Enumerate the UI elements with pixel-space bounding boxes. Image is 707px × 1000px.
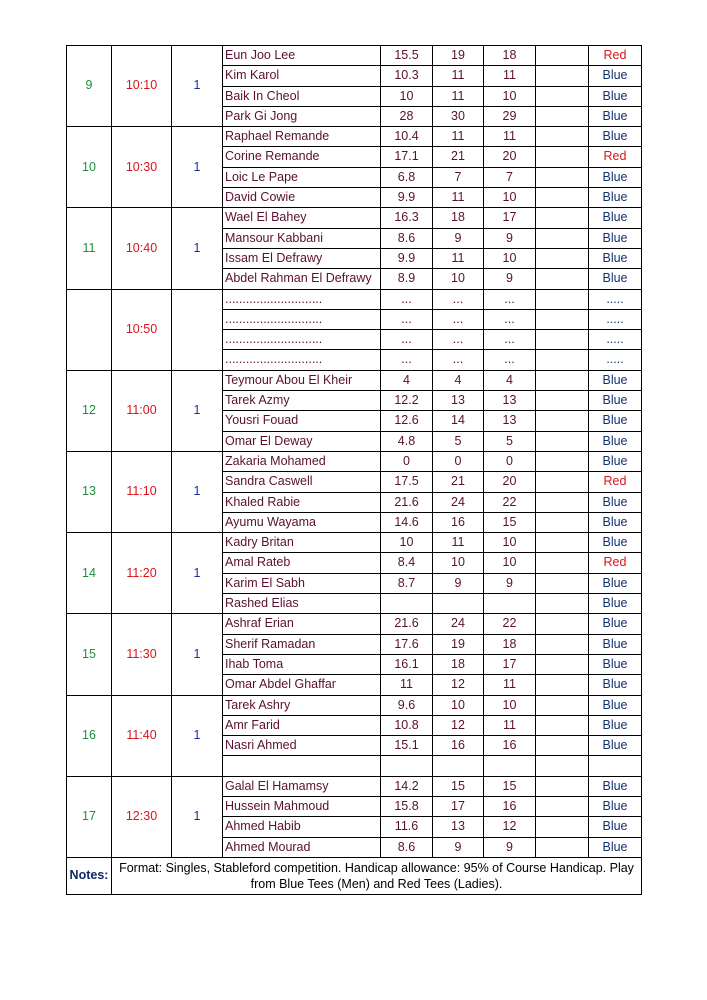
- player-name-cell: Omar Abdel Ghaffar: [223, 675, 381, 695]
- tee-color-cell: .....: [589, 330, 642, 350]
- player-name-cell: ............................: [223, 289, 381, 309]
- tee-color-cell: Red: [589, 147, 642, 167]
- player-name-cell: Kim Karol: [223, 66, 381, 86]
- playing-handicap-cell: [484, 756, 536, 776]
- player-name-cell: Raphael Remande: [223, 127, 381, 147]
- course-handicap-cell: 24: [433, 614, 484, 634]
- tee-color-cell: Blue: [589, 208, 642, 228]
- handicap-index-cell: [381, 594, 433, 614]
- course-handicap-cell: 15: [433, 776, 484, 796]
- blank-cell: [536, 269, 589, 289]
- playing-handicap-cell: 13: [484, 411, 536, 431]
- blank-cell: [536, 675, 589, 695]
- playing-handicap-cell: 15: [484, 776, 536, 796]
- course-handicap-cell: 24: [433, 492, 484, 512]
- player-name-cell: Amr Farid: [223, 715, 381, 735]
- blank-cell: [536, 451, 589, 471]
- playing-handicap-cell: 11: [484, 127, 536, 147]
- player-name-cell: Omar El Deway: [223, 431, 381, 451]
- playing-handicap-cell: 10: [484, 533, 536, 553]
- handicap-index-cell: 8.9: [381, 269, 433, 289]
- blank-cell: [536, 248, 589, 268]
- blank-cell: [536, 46, 589, 66]
- playing-handicap-cell: ...: [484, 289, 536, 309]
- handicap-index-cell: 16.3: [381, 208, 433, 228]
- group-number-cell: 14: [67, 533, 112, 614]
- playing-handicap-cell: 22: [484, 492, 536, 512]
- tee-color-cell: Blue: [589, 248, 642, 268]
- course-handicap-cell: 10: [433, 695, 484, 715]
- handicap-index-cell: 15.8: [381, 796, 433, 816]
- player-name-cell: Wael El Bahey: [223, 208, 381, 228]
- tee-sheet-body: [67, 46, 642, 858]
- blank-cell: [536, 289, 589, 309]
- course-handicap-cell: 19: [433, 634, 484, 654]
- playing-handicap-cell: 9: [484, 573, 536, 593]
- blank-cell: [536, 147, 589, 167]
- player-name-cell: Hussein Mahmoud: [223, 796, 381, 816]
- slot-cell: 1: [172, 127, 223, 208]
- blank-cell: [536, 512, 589, 532]
- playing-handicap-cell: 17: [484, 654, 536, 674]
- course-handicap-cell: 14: [433, 411, 484, 431]
- tee-color-cell: Blue: [589, 594, 642, 614]
- player-name-cell: Park Gi Jong: [223, 106, 381, 126]
- course-handicap-cell: 16: [433, 736, 484, 756]
- blank-cell: [536, 350, 589, 370]
- tee-color-cell: Blue: [589, 127, 642, 147]
- playing-handicap-cell: 4: [484, 370, 536, 390]
- handicap-index-cell: 17.5: [381, 472, 433, 492]
- slot-cell: [172, 289, 223, 370]
- playing-handicap-cell: [484, 594, 536, 614]
- playing-handicap-cell: 9: [484, 228, 536, 248]
- player-name-cell: Rashed Elias: [223, 594, 381, 614]
- handicap-index-cell: 16.1: [381, 654, 433, 674]
- course-handicap-cell: 21: [433, 147, 484, 167]
- course-handicap-cell: 13: [433, 391, 484, 411]
- tee-color-cell: Blue: [589, 391, 642, 411]
- handicap-index-cell: 28: [381, 106, 433, 126]
- playing-handicap-cell: 10: [484, 86, 536, 106]
- tee-color-cell: Blue: [589, 817, 642, 837]
- blank-cell: [536, 370, 589, 390]
- handicap-index-cell: 12.2: [381, 391, 433, 411]
- course-handicap-cell: 4: [433, 370, 484, 390]
- course-handicap-cell: ...: [433, 350, 484, 370]
- tee-color-cell: Blue: [589, 228, 642, 248]
- playing-handicap-cell: 18: [484, 46, 536, 66]
- course-handicap-cell: 12: [433, 715, 484, 735]
- course-handicap-cell: 16: [433, 512, 484, 532]
- tee-color-cell: .....: [589, 350, 642, 370]
- playing-handicap-cell: 10: [484, 188, 536, 208]
- player-row: [67, 533, 642, 553]
- handicap-index-cell: 17.1: [381, 147, 433, 167]
- tee-color-cell: Blue: [589, 167, 642, 187]
- course-handicap-cell: ...: [433, 330, 484, 350]
- course-handicap-cell: 10: [433, 553, 484, 573]
- course-handicap-cell: 10: [433, 269, 484, 289]
- player-name-cell: Nasri Ahmed: [223, 736, 381, 756]
- playing-handicap-cell: 29: [484, 106, 536, 126]
- playing-handicap-cell: 12: [484, 817, 536, 837]
- player-name-cell: Tarek Ashry: [223, 695, 381, 715]
- player-name-cell: Ahmed Habib: [223, 817, 381, 837]
- handicap-index-cell: 11: [381, 675, 433, 695]
- tee-color-cell: Blue: [589, 86, 642, 106]
- handicap-index-cell: 4.8: [381, 431, 433, 451]
- group-number-cell: 16: [67, 695, 112, 776]
- playing-handicap-cell: 11: [484, 675, 536, 695]
- playing-handicap-cell: 10: [484, 695, 536, 715]
- course-handicap-cell: 5: [433, 431, 484, 451]
- blank-cell: [536, 208, 589, 228]
- handicap-index-cell: 8.4: [381, 553, 433, 573]
- player-name-cell: David Cowie: [223, 188, 381, 208]
- player-name-cell: ............................: [223, 309, 381, 329]
- tee-time-cell: 11:30: [112, 614, 172, 695]
- handicap-index-cell: 11.6: [381, 817, 433, 837]
- tee-time-cell: 11:00: [112, 370, 172, 451]
- handicap-index-cell: 8.6: [381, 837, 433, 857]
- tee-sheet-table: [66, 45, 642, 895]
- player-name-cell: Eun Joo Lee: [223, 46, 381, 66]
- handicap-index-cell: ...: [381, 289, 433, 309]
- handicap-index-cell: 10: [381, 86, 433, 106]
- tee-color-cell: Blue: [589, 533, 642, 553]
- tee-color-cell: Blue: [589, 695, 642, 715]
- player-name-cell: ............................: [223, 330, 381, 350]
- blank-cell: [536, 756, 589, 776]
- handicap-index-cell: 8.7: [381, 573, 433, 593]
- group-number-cell: [67, 289, 112, 370]
- player-row: [67, 451, 642, 471]
- course-handicap-cell: 17: [433, 796, 484, 816]
- playing-handicap-cell: 13: [484, 391, 536, 411]
- handicap-index-cell: 6.8: [381, 167, 433, 187]
- handicap-index-cell: 21.6: [381, 492, 433, 512]
- slot-cell: 1: [172, 208, 223, 289]
- player-name-cell: Sherif Ramadan: [223, 634, 381, 654]
- player-row: [67, 695, 642, 715]
- tee-color-cell: Blue: [589, 106, 642, 126]
- notes-row: [67, 857, 642, 894]
- player-name-cell: Zakaria Mohamed: [223, 451, 381, 471]
- handicap-index-cell: ...: [381, 309, 433, 329]
- blank-cell: [536, 86, 589, 106]
- tee-color-cell: Blue: [589, 715, 642, 735]
- player-name-cell: Loic Le Pape: [223, 167, 381, 187]
- course-handicap-cell: 18: [433, 654, 484, 674]
- handicap-index-cell: 21.6: [381, 614, 433, 634]
- handicap-index-cell: 8.6: [381, 228, 433, 248]
- playing-handicap-cell: 16: [484, 796, 536, 816]
- blank-cell: [536, 594, 589, 614]
- tee-color-cell: Red: [589, 553, 642, 573]
- blank-cell: [536, 695, 589, 715]
- playing-handicap-cell: 7: [484, 167, 536, 187]
- player-name-cell: Yousri Fouad: [223, 411, 381, 431]
- course-handicap-cell: 19: [433, 46, 484, 66]
- course-handicap-cell: 0: [433, 451, 484, 471]
- player-name-cell: Ihab Toma: [223, 654, 381, 674]
- tee-color-cell: [589, 756, 642, 776]
- player-name-cell: Abdel Rahman El Defrawy: [223, 269, 381, 289]
- blank-cell: [536, 106, 589, 126]
- playing-handicap-cell: 17: [484, 208, 536, 228]
- handicap-index-cell: 15.5: [381, 46, 433, 66]
- tee-color-cell: Blue: [589, 188, 642, 208]
- blank-cell: [536, 654, 589, 674]
- playing-handicap-cell: 20: [484, 147, 536, 167]
- handicap-index-cell: 14.6: [381, 512, 433, 532]
- player-name-cell: Galal El Hamamsy: [223, 776, 381, 796]
- notes-label: Notes:: [67, 857, 112, 894]
- tee-time-cell: 11:10: [112, 451, 172, 532]
- playing-handicap-cell: 10: [484, 248, 536, 268]
- group-number-cell: 13: [67, 451, 112, 532]
- playing-handicap-cell: 5: [484, 431, 536, 451]
- tee-color-cell: Blue: [589, 614, 642, 634]
- slot-cell: 1: [172, 695, 223, 776]
- slot-cell: 1: [172, 451, 223, 532]
- course-handicap-cell: 18: [433, 208, 484, 228]
- playing-handicap-cell: 16: [484, 736, 536, 756]
- playing-handicap-cell: 11: [484, 715, 536, 735]
- player-row: [67, 127, 642, 147]
- player-name-cell: ............................: [223, 350, 381, 370]
- slot-cell: 1: [172, 776, 223, 857]
- handicap-index-cell: 10.4: [381, 127, 433, 147]
- handicap-index-cell: 14.2: [381, 776, 433, 796]
- handicap-index-cell: 9.9: [381, 248, 433, 268]
- slot-cell: 1: [172, 370, 223, 451]
- handicap-index-cell: ...: [381, 350, 433, 370]
- course-handicap-cell: 11: [433, 127, 484, 147]
- blank-cell: [536, 330, 589, 350]
- course-handicap-cell: 21: [433, 472, 484, 492]
- handicap-index-cell: 17.6: [381, 634, 433, 654]
- course-handicap-cell: ...: [433, 309, 484, 329]
- blank-cell: [536, 634, 589, 654]
- player-name-cell: Issam El Defrawy: [223, 248, 381, 268]
- player-name-cell: Karim El Sabh: [223, 573, 381, 593]
- blank-cell: [536, 411, 589, 431]
- tee-time-cell: 10:10: [112, 46, 172, 127]
- handicap-index-cell: 4: [381, 370, 433, 390]
- tee-color-cell: Blue: [589, 269, 642, 289]
- tee-color-cell: .....: [589, 309, 642, 329]
- player-row: [67, 289, 642, 309]
- blank-cell: [536, 66, 589, 86]
- player-name-cell: Ayumu Wayama: [223, 512, 381, 532]
- blank-cell: [536, 553, 589, 573]
- handicap-index-cell: [381, 756, 433, 776]
- tee-color-cell: Blue: [589, 370, 642, 390]
- player-row: [67, 776, 642, 796]
- tee-color-cell: Red: [589, 472, 642, 492]
- group-number-cell: 10: [67, 127, 112, 208]
- player-name-cell: Ahmed Mourad: [223, 837, 381, 857]
- tee-color-cell: Blue: [589, 66, 642, 86]
- blank-cell: [536, 228, 589, 248]
- playing-handicap-cell: ...: [484, 330, 536, 350]
- course-handicap-cell: 11: [433, 188, 484, 208]
- player-name-cell: [223, 756, 381, 776]
- blank-cell: [536, 391, 589, 411]
- playing-handicap-cell: 18: [484, 634, 536, 654]
- course-handicap-cell: 11: [433, 66, 484, 86]
- course-handicap-cell: ...: [433, 289, 484, 309]
- course-handicap-cell: 11: [433, 86, 484, 106]
- playing-handicap-cell: 20: [484, 472, 536, 492]
- tee-color-cell: Blue: [589, 411, 642, 431]
- course-handicap-cell: 13: [433, 817, 484, 837]
- tee-color-cell: Blue: [589, 796, 642, 816]
- blank-cell: [536, 796, 589, 816]
- tee-color-cell: Blue: [589, 451, 642, 471]
- tee-color-cell: Red: [589, 46, 642, 66]
- tee-time-cell: 11:40: [112, 695, 172, 776]
- player-name-cell: Kadry Britan: [223, 533, 381, 553]
- player-name-cell: Teymour Abou El Kheir: [223, 370, 381, 390]
- tee-color-cell: Blue: [589, 492, 642, 512]
- handicap-index-cell: 9.6: [381, 695, 433, 715]
- blank-cell: [536, 715, 589, 735]
- course-handicap-cell: [433, 594, 484, 614]
- blank-cell: [536, 309, 589, 329]
- tee-color-cell: .....: [589, 289, 642, 309]
- tee-time-cell: 10:50: [112, 289, 172, 370]
- blank-cell: [536, 127, 589, 147]
- tee-time-cell: 10:30: [112, 127, 172, 208]
- tee-color-cell: Blue: [589, 431, 642, 451]
- tee-color-cell: Blue: [589, 634, 642, 654]
- player-name-cell: Tarek Azmy: [223, 391, 381, 411]
- tee-time-cell: 11:20: [112, 533, 172, 614]
- tee-time-cell: 12:30: [112, 776, 172, 857]
- group-number-cell: 12: [67, 370, 112, 451]
- course-handicap-cell: 9: [433, 837, 484, 857]
- tee-color-cell: Blue: [589, 654, 642, 674]
- tee-color-cell: Blue: [589, 776, 642, 796]
- handicap-index-cell: 10.8: [381, 715, 433, 735]
- playing-handicap-cell: 10: [484, 553, 536, 573]
- player-row: [67, 46, 642, 66]
- course-handicap-cell: 9: [433, 573, 484, 593]
- playing-handicap-cell: 15: [484, 512, 536, 532]
- playing-handicap-cell: 11: [484, 66, 536, 86]
- notes-text: Format: Singles, Stableford competition. Handicap allowance: 95% of Course Handicap. Play from Blue Tees (Men) and Red Tees (Ladies).: [112, 857, 642, 894]
- blank-cell: [536, 533, 589, 553]
- blank-cell: [536, 817, 589, 837]
- course-handicap-cell: 11: [433, 248, 484, 268]
- handicap-index-cell: 10: [381, 533, 433, 553]
- tee-color-cell: Blue: [589, 675, 642, 695]
- handicap-index-cell: 15.1: [381, 736, 433, 756]
- handicap-index-cell: 9.9: [381, 188, 433, 208]
- handicap-index-cell: 12.6: [381, 411, 433, 431]
- handicap-index-cell: 0: [381, 451, 433, 471]
- tee-color-cell: Blue: [589, 573, 642, 593]
- course-handicap-cell: [433, 756, 484, 776]
- playing-handicap-cell: ...: [484, 309, 536, 329]
- blank-cell: [536, 492, 589, 512]
- course-handicap-cell: 11: [433, 533, 484, 553]
- blank-cell: [536, 188, 589, 208]
- slot-cell: 1: [172, 46, 223, 127]
- slot-cell: 1: [172, 533, 223, 614]
- playing-handicap-cell: 9: [484, 837, 536, 857]
- course-handicap-cell: 30: [433, 106, 484, 126]
- group-number-cell: 11: [67, 208, 112, 289]
- player-row: [67, 614, 642, 634]
- tee-color-cell: Blue: [589, 736, 642, 756]
- handicap-index-cell: 10.3: [381, 66, 433, 86]
- player-name-cell: Ashraf Erian: [223, 614, 381, 634]
- blank-cell: [536, 472, 589, 492]
- player-row: [67, 370, 642, 390]
- playing-handicap-cell: 9: [484, 269, 536, 289]
- blank-cell: [536, 431, 589, 451]
- player-name-cell: Sandra Caswell: [223, 472, 381, 492]
- group-number-cell: 15: [67, 614, 112, 695]
- blank-cell: [536, 776, 589, 796]
- player-row: [67, 208, 642, 228]
- player-name-cell: Mansour Kabbani: [223, 228, 381, 248]
- blank-cell: [536, 167, 589, 187]
- slot-cell: 1: [172, 614, 223, 695]
- handicap-index-cell: ...: [381, 330, 433, 350]
- notes-section: [67, 857, 642, 894]
- player-name-cell: Amal Rateb: [223, 553, 381, 573]
- course-handicap-cell: 7: [433, 167, 484, 187]
- blank-cell: [536, 573, 589, 593]
- player-name-cell: Khaled Rabie: [223, 492, 381, 512]
- course-handicap-cell: 12: [433, 675, 484, 695]
- blank-cell: [536, 736, 589, 756]
- blank-cell: [536, 837, 589, 857]
- playing-handicap-cell: 0: [484, 451, 536, 471]
- group-number-cell: 17: [67, 776, 112, 857]
- course-handicap-cell: 9: [433, 228, 484, 248]
- tee-time-cell: 10:40: [112, 208, 172, 289]
- player-name-cell: Corine Remande: [223, 147, 381, 167]
- tee-color-cell: Blue: [589, 512, 642, 532]
- playing-handicap-cell: 22: [484, 614, 536, 634]
- playing-handicap-cell: ...: [484, 350, 536, 370]
- blank-cell: [536, 614, 589, 634]
- tee-color-cell: Blue: [589, 837, 642, 857]
- player-name-cell: Baik In Cheol: [223, 86, 381, 106]
- group-number-cell: 9: [67, 46, 112, 127]
